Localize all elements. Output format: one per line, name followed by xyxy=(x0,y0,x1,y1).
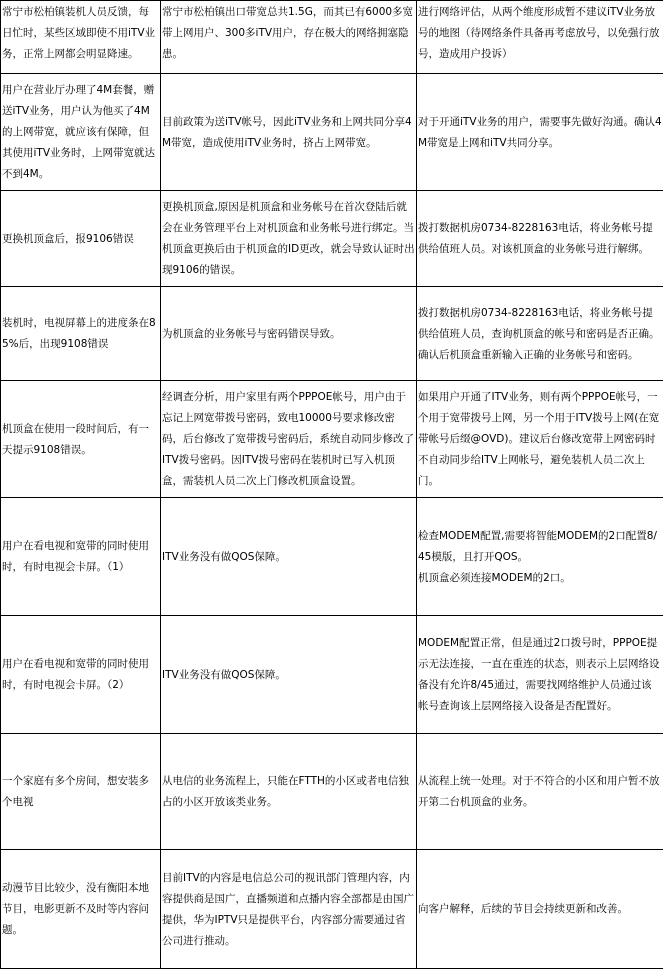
problem-cell: 装机时，电视屏幕上的进度条在85%后，出现9108错误 xyxy=(1,287,161,381)
problem-cell: 常宁市松柏镇装机人员反馈，每日忙时，某些区域即使不用iTV业务，正常上网都会明显降速。 xyxy=(1,1,161,74)
solution-cell: 检查MODEM配置,需要将智能MODEM的2口配置8/45模版，且打开QOS。 机顶盒必须连接MODEM的2口。 xyxy=(417,498,663,616)
cause-cell: 从电信的业务流程上，只能在FTTH的小区或者电信独占的小区开放该类业务。 xyxy=(161,734,417,850)
solution-cell: 向客户解释，后续的节目会持续更新和改善。 xyxy=(417,850,663,969)
table-row xyxy=(1,381,663,498)
solution-cell: MODEM配置正常，但是通过2口拨号时，PPPOE提示无法连接，一直在重连的状态，则表示上层网络设备没有允许8/45通过，需要找网络维护人员通过该帐号查询该上层网络接入设备是否配置好。 xyxy=(417,616,663,734)
cause-cell: 常宁市松柏镇出口带宽总共1.5G，而其已有6000多宽带上网用户、300多iTV用户，存在极大的网络拥塞隐患。 xyxy=(161,1,417,74)
cause-cell: 目前ITV的内容是电信总公司的视讯部门管理内容，内容提供商是国广，直播频道和点播内容全部都是由国广提供，华为IPTV只是提供平台，内容部分需要通过省公司进行推动。 xyxy=(161,850,417,969)
problem-cell: 用户在看电视和宽带的同时使用时，有时电视会卡屏。（2） xyxy=(1,616,161,734)
solution-cell: 对于开通iTV业务的用户，需要事先做好沟通。确认4M带宽是上网和iTV共同分享。 xyxy=(417,74,663,191)
problem-cell: 更换机顶盒后，报9106错误 xyxy=(1,191,161,287)
table-row xyxy=(1,850,663,969)
table-row xyxy=(1,191,663,287)
cause-cell: 更换机顶盒,原因是机顶盒和业务帐号在首次登陆后就会在业务管理平台上对机顶盒和业务帐号进行绑定。当机顶盒更换后由于机顶盒的ID更改，就会导致认证时出现9106的错误。 xyxy=(161,191,417,287)
table-row xyxy=(1,498,663,616)
table-row xyxy=(1,616,663,734)
solution-cell: 进行网络评估，从两个维度形成暂不建议iTV业务放号的地图（待网络条件具备再考虑放号，以免强行放号，造成用户投诉） xyxy=(417,1,663,74)
solution-cell: 拨打数据机房0734-8228163电话，将业务帐号提供给值班人员。对该机顶盒的业务帐号进行解绑。 xyxy=(417,191,663,287)
cause-cell: 目前政策为送iTV帐号，因此iTV业务和上网共同分享4M带宽，造成使用iTV业务时，挤占上网带宽。 xyxy=(161,74,417,191)
problem-cell: 一个家庭有多个房间，想安装多个电视 xyxy=(1,734,161,850)
solution-cell: 从流程上统一处理。对于不符合的小区和用户暂不放开第二台机顶盒的业务。 xyxy=(417,734,663,850)
problem-cell: 用户在营业厅办理了4M套餐，赠送iTV业务，用户认为他买了4M的上网带宽，就应该有保障，但其使用iTV业务时，上网带宽就达不到4M。 xyxy=(1,74,161,191)
table-row xyxy=(1,74,663,191)
table-row xyxy=(1,1,663,74)
cause-cell: 经调查分析，用户家里有两个PPPOE帐号，用户由于忘记上网宽带拨号密码，致电10000号要求修改密码，后台修改了宽带拨号密码后，系统自动同步修改了ITV拨号密码。因ITV拨号密码在装机时已写入机顶盒，需装机人员二次上门修改机顶盒设置。 xyxy=(161,381,417,498)
cause-cell: 为机顶盒的业务帐号与密码错误导致。 xyxy=(161,287,417,381)
cause-cell: ITV业务没有做QOS保障。 xyxy=(161,616,417,734)
problem-cell: 机顶盒在使用一段时间后，有一天提示9108错误。 xyxy=(1,381,161,498)
problem-cell: 动漫节目比较少，没有衡阳本地节目，电影更新不及时等内容问题。 xyxy=(1,850,161,969)
cause-cell: ITV业务没有做QOS保障。 xyxy=(161,498,417,616)
table-row xyxy=(1,287,663,381)
table-row xyxy=(1,734,663,850)
problem-cell: 用户在看电视和宽带的同时使用时，有时电视会卡屏。（1） xyxy=(1,498,161,616)
solution-cell: 如果用户开通了ITV业务，则有两个PPPOE帐号，一个用于宽带拨号上网，另一个用于ITV拨号上网(在宽带帐号后缀@OVD)。建议后台修改宽带上网密码时不自动同步给ITV上网帐号，避免装机人员二次上门。 xyxy=(417,381,663,498)
solution-cell: 拨打数据机房0734-8228163电话，将业务帐号提供给值班人员，查询机顶盒的帐号和密码是否正确。确认后机顶盒重新输入正确的业务帐号和密码。 xyxy=(417,287,663,381)
